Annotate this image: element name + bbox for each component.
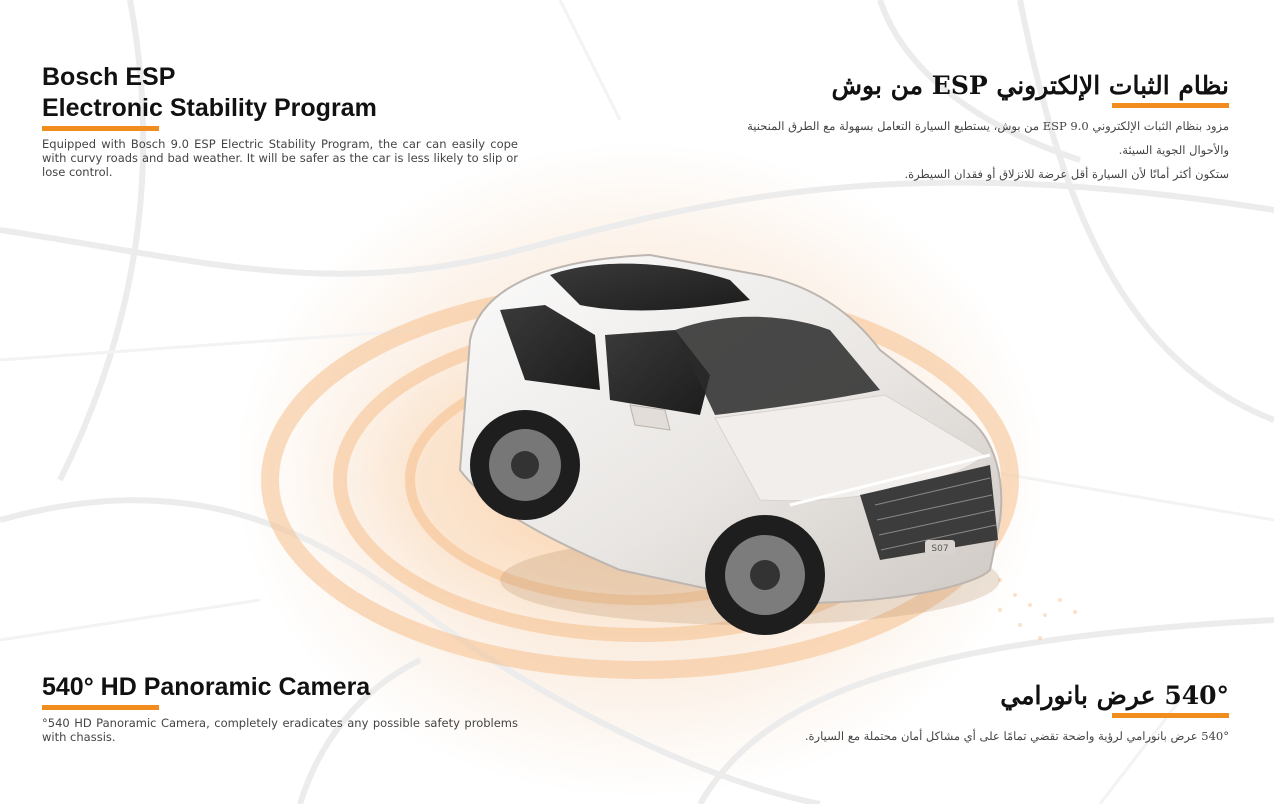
- camera-description-en: °540 HD Panoramic Camera, completely eradicates any possible safety problems with chassis.: [42, 716, 518, 744]
- camera-description-ar: 540° عرض بانورامي لرؤية واضحة تقضي تمامًا على أي مشاكل أمان محتملة مع السيارة.: [804, 729, 1229, 743]
- car-badge: S07: [931, 544, 949, 554]
- accent-underline: [1112, 713, 1229, 718]
- camera-arabic-block: [729, 680, 1229, 748]
- esp-description-en: Equipped with Bosch 9.0 ESP Electric Stability Program, the car can easily cope with curvy roads and bad weather. It will be safer as the car is less likely to slip or lose control.: [42, 137, 518, 179]
- esp-description-ar-2: ستكون أكثر أمانًا لأن السيارة أقل عرضة للانزلاق أو فقدان السيطرة.: [904, 167, 1229, 181]
- esp-english-block: [42, 62, 518, 179]
- camera-title-en: 540° HD Panoramic Camera: [42, 673, 371, 701]
- accent-underline: [42, 126, 159, 131]
- camera-title-ar: 540° عرض بانورامي: [1000, 681, 1229, 710]
- esp-title-line2: Electronic Stability Program: [42, 94, 377, 122]
- esp-arabic-block: [729, 70, 1229, 186]
- esp-description-ar-1: مزود بنظام الثبات الإلكتروني ESP 9.0 من بوش، يستطيع السيارة التعامل بسهولة مع الطرق المنحنية والأحوال الجوية السيئة.: [747, 119, 1229, 157]
- accent-underline: [42, 705, 159, 710]
- esp-title-ar: نظام الثبات الإلكتروني ESP من بوش: [831, 71, 1229, 100]
- esp-title-line1: Bosch ESP: [42, 63, 176, 91]
- camera-english-block: [42, 672, 518, 744]
- accent-underline: [1112, 103, 1229, 108]
- car-illustration: [430, 240, 1020, 640]
- esp-title-en: [42, 62, 518, 124]
